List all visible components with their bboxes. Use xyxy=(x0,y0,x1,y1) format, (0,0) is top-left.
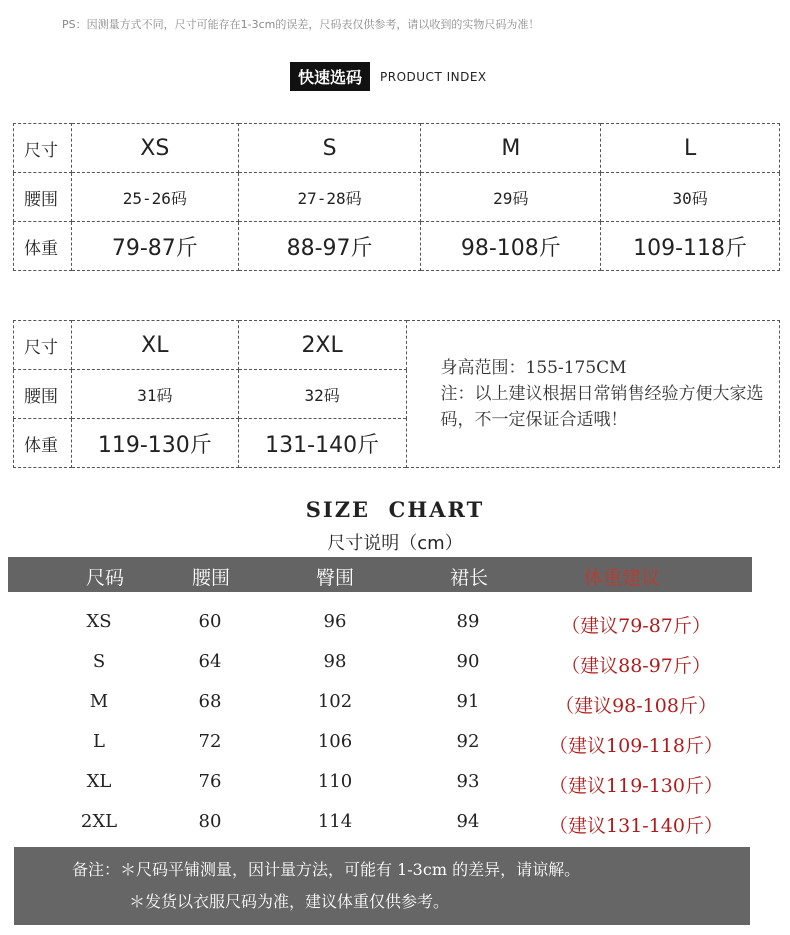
size-cell: L xyxy=(601,124,780,173)
size-chart-length-cell: 93 xyxy=(456,771,480,792)
table-row xyxy=(0,645,790,685)
table-row xyxy=(0,725,790,765)
weight-cell: 109-118斤 xyxy=(601,222,780,271)
size-cell: XS xyxy=(71,124,238,173)
table-row xyxy=(14,222,780,271)
size-chart-hip-cell: 114 xyxy=(317,811,353,832)
size-chart-waist-cell: 64 xyxy=(198,651,222,672)
header-weight-advice: 体重建议 xyxy=(584,567,661,589)
size-chart-subtitle: 尺寸说明（cm） xyxy=(327,533,463,554)
size-chart-length-cell: 91 xyxy=(456,691,480,712)
size-chart-size-cell: S xyxy=(92,651,106,672)
size-chart-hip-cell: 98 xyxy=(323,651,347,672)
table-row xyxy=(14,321,780,370)
waist-cell: 32码 xyxy=(238,370,406,419)
size-chart-rec-cell: （建议88-97斤） xyxy=(561,655,711,677)
footer-line-1: 备注：＊尺码平铺测量，因计量方法，可能有 1-3cm 的差异，请谅解。 xyxy=(72,860,581,879)
size-chart-waist-cell: 68 xyxy=(198,691,222,712)
waist-cell: 27-28码 xyxy=(238,173,421,222)
size-cell: 2XL xyxy=(238,321,406,370)
size-chart-title: SIZE CHART xyxy=(305,497,485,522)
size-chart-length-cell: 89 xyxy=(456,611,480,632)
row-label-waist: 腰围 xyxy=(14,173,72,222)
footer-line-2: ＊发货以衣服尺码为准，建议体重仅供参考。 xyxy=(129,892,450,911)
size-note xyxy=(406,321,780,468)
size-chart-rec-cell: （建议119-130斤） xyxy=(549,775,723,797)
size-chart-waist-cell: 76 xyxy=(198,771,222,792)
size-chart-header xyxy=(8,557,752,592)
size-chart-rec-cell: （建议109-118斤） xyxy=(549,735,723,757)
table-row xyxy=(0,605,790,645)
size-chart-size-cell: XS xyxy=(86,611,112,632)
product-index-heading xyxy=(290,62,487,91)
size-chart-waist-cell: 80 xyxy=(198,811,222,832)
table-row xyxy=(0,805,790,845)
size-chart-size-cell: 2XL xyxy=(80,811,118,832)
waist-cell: 31码 xyxy=(71,370,238,419)
table-row xyxy=(0,685,790,725)
weight-cell: 79-87斤 xyxy=(71,222,238,271)
header-size: 尺码 xyxy=(86,567,125,589)
waist-cell: 30码 xyxy=(601,173,780,222)
size-chart-hip-cell: 110 xyxy=(317,771,353,792)
height-range: 身高范围：155-175CM xyxy=(440,358,627,378)
row-label-size: 尺寸 xyxy=(14,321,72,370)
weight-cell: 131-140斤 xyxy=(238,419,406,468)
size-chart-length-cell: 90 xyxy=(456,651,480,672)
weight-cell: 98-108斤 xyxy=(421,222,601,271)
index-title-en: PRODUCT INDEX xyxy=(380,69,487,84)
weight-cell: 88-97斤 xyxy=(238,222,421,271)
ps-note: PS：因测量方式不同，尺寸可能存在1-3cm的误差，尺码表仅供参考，请以收到的实物尺码为准！ xyxy=(62,18,540,31)
header-waist: 腰围 xyxy=(192,567,231,589)
quick-size-table-1 xyxy=(13,123,780,271)
size-cell: XL xyxy=(71,321,238,370)
size-chart-size-cell: XL xyxy=(86,771,112,792)
weight-cell: 119-130斤 xyxy=(71,419,238,468)
header-hip: 臀围 xyxy=(316,567,355,589)
size-chart-waist-cell: 60 xyxy=(198,611,222,632)
table-row xyxy=(14,124,780,173)
row-label-weight: 体重 xyxy=(14,222,72,271)
size-chart-hip-cell: 96 xyxy=(323,611,347,632)
header-length: 裙长 xyxy=(450,567,489,589)
index-title-cn: 快速选码 xyxy=(290,62,370,91)
size-chart-rec-cell: （建议79-87斤） xyxy=(561,615,711,637)
row-label-size: 尺寸 xyxy=(14,124,72,173)
waist-cell: 25-26码 xyxy=(71,173,238,222)
size-chart-rec-cell: （建议98-108斤） xyxy=(555,695,717,717)
size-chart-hip-cell: 102 xyxy=(317,691,353,712)
table-row xyxy=(0,765,790,805)
row-label-waist: 腰围 xyxy=(14,370,72,419)
size-chart-waist-cell: 72 xyxy=(198,731,222,752)
size-chart-length-cell: 92 xyxy=(456,731,480,752)
advice-note: 注：以上建议根据日常销售经验方便大家选码，不一定保证合适哦！ xyxy=(440,384,764,430)
footer-note xyxy=(14,847,750,925)
row-label-weight: 体重 xyxy=(14,419,72,468)
quick-size-table-2 xyxy=(13,320,780,468)
table-row xyxy=(14,173,780,222)
size-chart-size-cell: L xyxy=(93,731,105,752)
size-chart-size-cell: M xyxy=(89,691,109,712)
size-chart-rec-cell: （建议131-140斤） xyxy=(549,815,723,837)
waist-cell: 29码 xyxy=(421,173,601,222)
size-cell: S xyxy=(238,124,421,173)
size-chart-hip-cell: 106 xyxy=(317,731,353,752)
size-cell: M xyxy=(421,124,601,173)
size-chart-length-cell: 94 xyxy=(456,811,480,832)
